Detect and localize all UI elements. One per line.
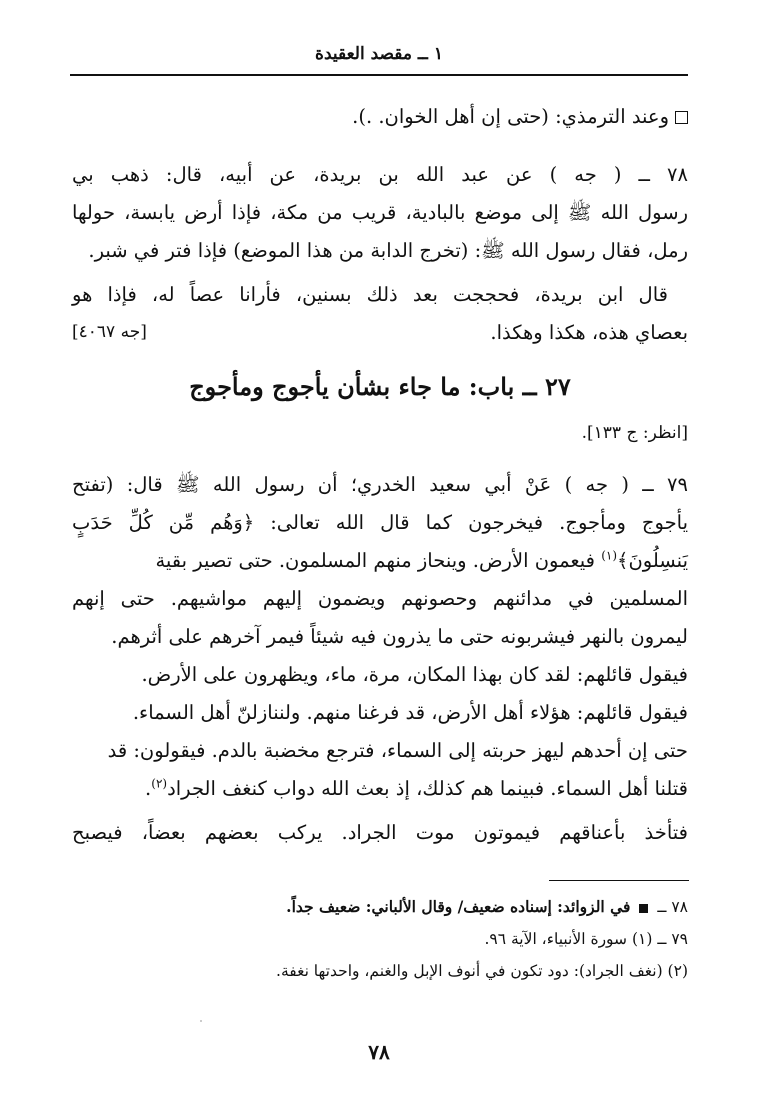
line-9-text: فيعمون الأرض. وينحاز منهم المسلمون. حتى تصير بقية	[155, 549, 602, 572]
text-line-13: فيقول قائلهم: هؤلاء أهل الأرض، قد فرغنا منهم. ولننازلنّ أهل السماء.	[132, 701, 688, 724]
footnote-marker-1: (١)	[601, 548, 618, 563]
footnote-1-text: في الزوائد: إسناده ضعيف/ وقال الألباني: ضعيف جداً.	[286, 897, 631, 916]
text-line-2: ٧٨ ــ ( جه ) عن عبد الله بن بريدة، عن أبيه، قال: ذهب بي	[72, 163, 688, 186]
header-rule	[70, 74, 688, 76]
chapter-heading: ٢٧ ــ باب: ما جاء بشأن يأجوج ومأجوج	[189, 372, 571, 401]
hadith-reference: [جه ٤٠٦٧]	[72, 322, 147, 342]
text-line-5: قال ابن بريدة، فحججت بعد ذلك بسنين، فأرانا عصاً له، فإذا هو	[72, 283, 668, 306]
text-line-14: حتى إن أحدهم ليهز حربته إلى السماء، فترجع مخضبة بالدم. فيقولون: قد	[107, 739, 688, 762]
text-line-11: ليمرون بالنهر فيشربونه حتى ما يذرون فيه شيئاً فيمر آخرهم على أثرهم.	[111, 625, 688, 648]
text-line-10: المسلمين في مدائنهم وحصونهم ويضمون إليهم مواشيهم. حتى إنهم	[72, 587, 688, 610]
text-line-8: يأجوج ومأجوج. فيخرجون كما قال الله تعالى: ﴿وَهُم مِّن كُلِّ حَدَبٍ	[72, 511, 688, 534]
text-line-9	[72, 546, 688, 576]
line-15-text: قتلنا أهل السماء. فبينما هم كذلك، إذ بعث الله دواب كنغف الجراد	[167, 777, 688, 800]
text-line-1	[72, 102, 688, 132]
text-line-12: فيقول قائلهم: لقد كان بهذا المكان، مرة، ماء، ويظهرون على الأرض.	[141, 663, 688, 686]
footnote-2: ٧٩ ــ (١) سورة الأنبياء، الآية ٩٦.	[484, 930, 688, 948]
text-line-15	[72, 774, 688, 804]
footnote-marker-2: (٢)	[151, 776, 168, 791]
text-line-4: رمل، فقال رسول الله ﷺ: (تخرج الدابة من هذا الموضع) فإذا فتر في شبر.	[88, 239, 688, 262]
footnote-rule	[549, 880, 689, 881]
footnote-3: (٢) (نغف الجراد): دود تكون في أنوف الإبل والغنم، واحدتها نغفة.	[276, 962, 688, 980]
square-marker-icon	[639, 904, 648, 913]
text-line-7: ٧٩ ــ ( جه ) عَنْ أبي سعيد الخدري؛ أن رسول الله ﷺ قال: (تفتح	[72, 473, 688, 496]
line-15-end: .	[145, 777, 152, 800]
line-1-text: وعند الترمذي: (حتى إن أهل الخوان. .).	[352, 105, 669, 128]
running-title: ١ ــ مقصد العقيدة	[315, 44, 443, 64]
scan-speck	[200, 1020, 202, 1022]
quran-verse-end: يَنسِلُونَ﴾	[617, 549, 688, 572]
page-number: ٧٨	[368, 1040, 390, 1064]
text-line-6: بعصاي هذه، هكذا وهكذا.	[490, 321, 688, 344]
text-line-16: فتأخذ بأعناقهم فيموتون موت الجراد. يركب بعضهم بعضاً، فيصبح	[72, 821, 688, 844]
footnote-1	[120, 896, 688, 918]
text-line-3: رسول الله ﷺ إلى موضع بالبادية، قريب من مكة، فإذا أرض يابسة، حولها	[72, 201, 688, 224]
square-bullet-icon	[675, 111, 688, 124]
footnote-1-number: ٧٨ ــ	[657, 898, 688, 916]
see-also-reference: [انظر: ج ١٣٣].	[581, 423, 688, 443]
